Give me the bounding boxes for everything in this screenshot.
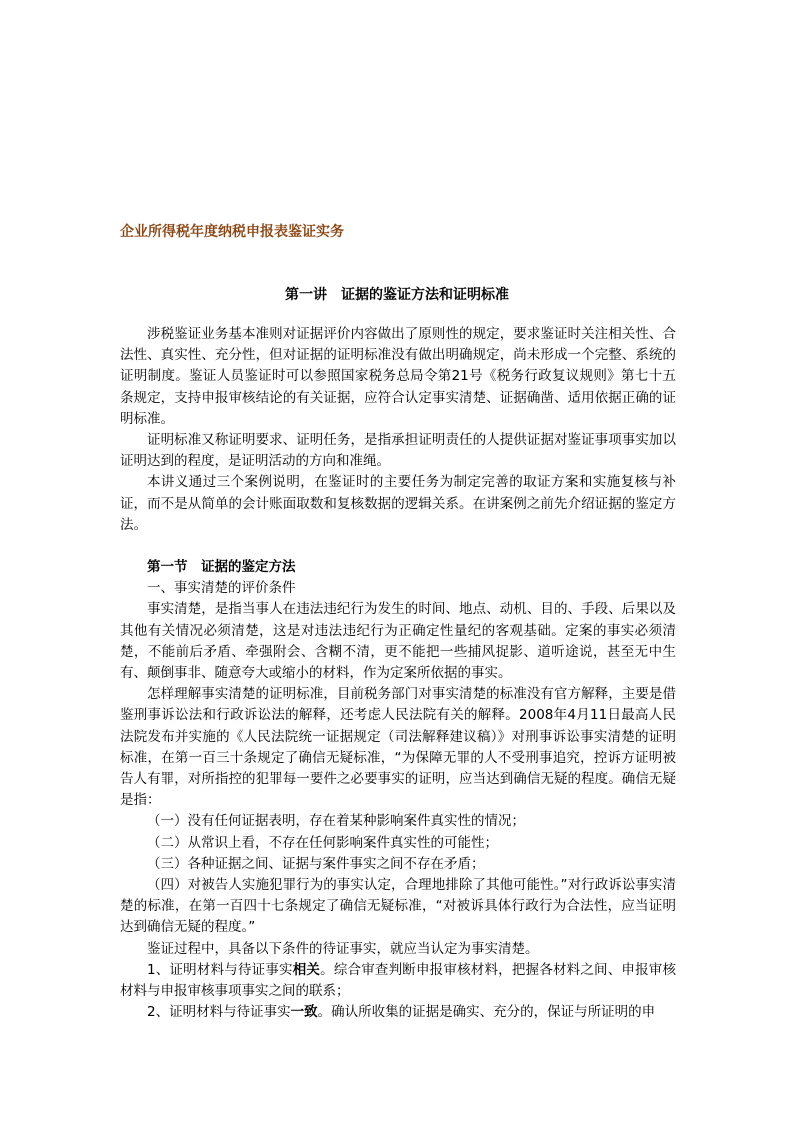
intro-paragraph-3: 本讲义通过三个案例说明，在鉴证时的主要任务为制定完善的取证方案和实施复核与补证，而不是从简单的会计账面取数和复核数据的逻辑关系。在讲案例之前先介绍证据的鉴定方法。 — [120, 474, 676, 533]
section-paragraph-1: 事实清楚，是指当事人在违法违纪行为发生的时间、地点、动机、目的、手段、后果以及其他有关情况必须清楚，这是对违法违纪行为正确定性量纪的客观基础。定案的事实必须清楚，不能前后矛盾、牵强附会、含糊不清，更不能把一些捕风捉影、道听途说，甚至无中生有、颠倒事非、随意夸大或缩小的材料，作为定案所依据的事实。 — [120, 601, 676, 682]
condition-2-lead: 2、证明材料与待证事实 — [147, 1004, 291, 1021]
condition-1 — [120, 960, 676, 1002]
intro-paragraph-2: 证明标准又称证明要求、证明任务，是指承担证明责任的人提供证据对鉴证事项事实加以证明达到的程度，是证明活动的方向和准绳。 — [120, 432, 676, 470]
condition-2 — [120, 1002, 676, 1023]
list-item: （三）各种证据之间、证据与案件事实之间不存在矛盾； — [147, 855, 485, 872]
list-item: （二）从常识上看，不存在任何影响案件真实性的可能性； — [147, 834, 498, 851]
document-title: 企业所得税年度纳税申报表鉴证实务 — [120, 224, 344, 240]
section-paragraph-3: 鉴证过程中，具备以下条件的待证事实，就应当认定为事实清楚。 — [147, 940, 539, 957]
section-heading: 第一节 证据的鉴定方法 — [147, 559, 296, 576]
condition-2-keyword: 一致 — [290, 1004, 318, 1021]
condition-1-text: 。综合审查判断申报审核材料，把握各材料之间、申报审核材料与申报审核事项事实之间的联系； — [120, 961, 676, 1000]
document-body — [120, 324, 676, 1024]
condition-1-lead: 1、证明材料与待证事实 — [147, 961, 293, 978]
list-item: （四）对被告人实施犯罪行为的事实认定，合理地排除了其他可能性。”对行政诉讼事实清楚的标准，在第一百四十七条规定了确信无疑标准，“对被诉具体行政行为合法性，应当证明达到确信无疑的程度。” — [120, 877, 676, 936]
intro-paragraph-1: 涉税鉴证业务基本准则对证据评价内容做出了原则性的规定，要求鉴证时关注相关性、合法性、真实性、充分性，但对证据的证明标准没有做出明确规定，尚未形成一个完整、系统的证明制度。鉴证人员鉴证时可以参照国家税务总局令第21号《税务行政复议规则》第七十五条规定，支持申报审核结论的有关证据，应符合认定事实清楚、证据确凿、适用依据正确的证明标准。 — [120, 326, 676, 427]
lecture-title: 第一讲 证据的鉴证方法和证明标准 — [285, 287, 509, 303]
condition-1-keyword: 相关 — [292, 961, 321, 978]
condition-2-text: 。确认所收集的证据是确实、充分的，保证与所证明的申 — [317, 1004, 656, 1021]
section-paragraph-2: 怎样理解事实清楚的证明标准，目前税务部门对事实清楚的标准没有官方解释，主要是借鉴刑事诉讼法和行政诉讼法的解释，还考虑人民法院有关的解释。2008年4月11日最高人民法院发布并实施的《人民法院统一证据规定（司法解释建议稿）》对刑事诉讼事实清楚的证明标准，在第一百三十条规定了确信无疑标准，“为保障无罪的人不受刑事追究，控诉方证明被告人有罪，对所指控的犯罪每一要件之必要事实的证明，应当达到确信无疑的程度。确信无疑是指： — [120, 686, 676, 809]
section-subheading: 一、事实清楚的评价条件 — [147, 580, 296, 597]
list-item: （一）没有任何证据表明，存在着某种影响案件真实性的情况； — [147, 813, 525, 830]
